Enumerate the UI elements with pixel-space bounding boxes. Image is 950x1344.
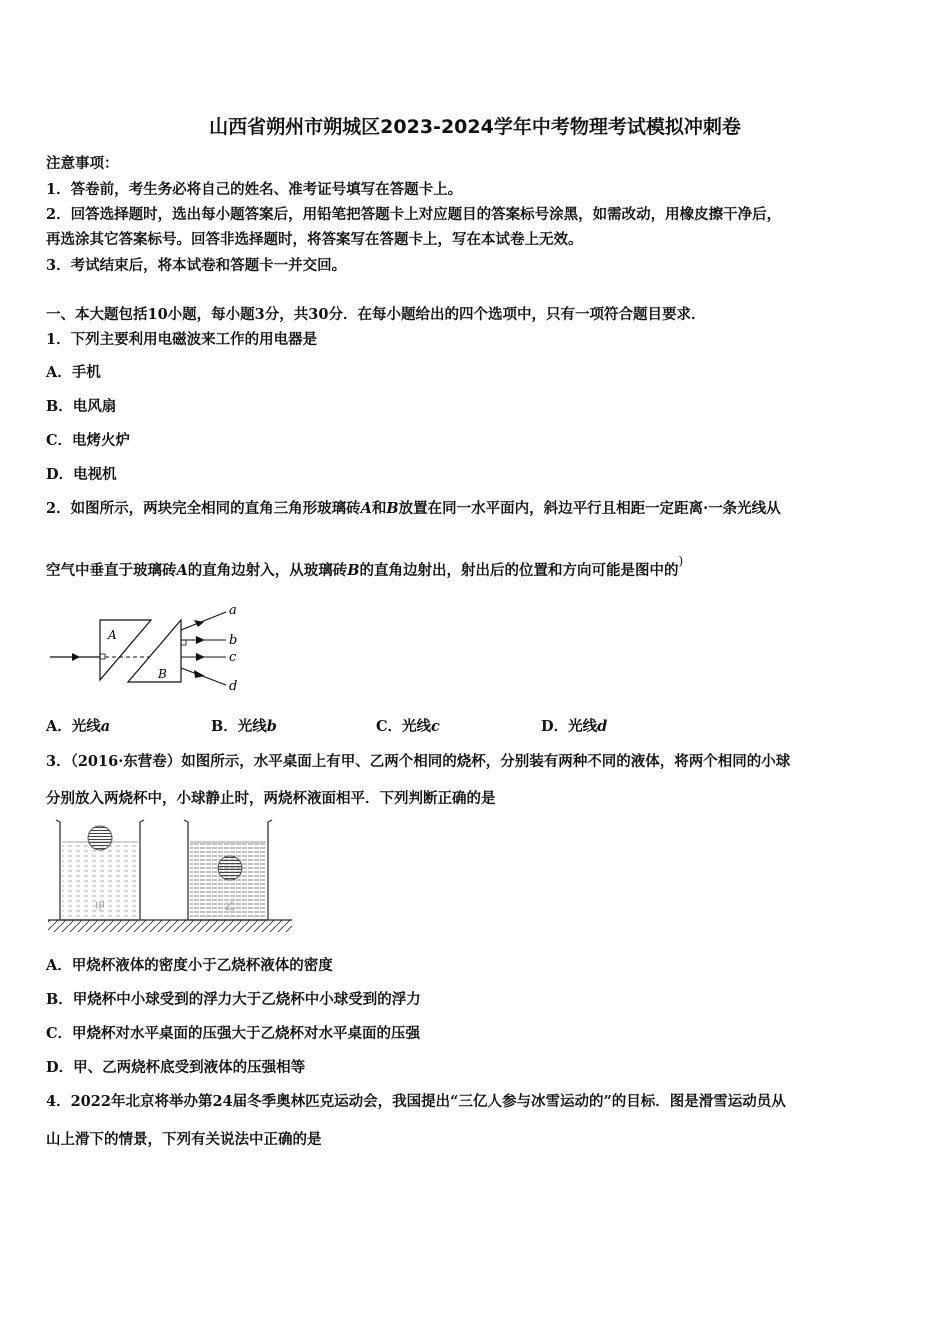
- q2-option-letter: d: [597, 718, 608, 735]
- ray-c-arrow: [196, 653, 205, 661]
- prism-a-label: A: [108, 628, 117, 642]
- beaker-label-yi: 乙: [225, 902, 235, 913]
- notes-item-2: 2．回答选择题时，选出每小题答案后，用铅笔把答题卡上对应题目的答案标号涂黑，如需改动，用橡皮擦干净后，: [46, 206, 782, 223]
- q2-label-a: A: [176, 562, 188, 579]
- q2-option-letter: b: [266, 718, 277, 735]
- q2-option-prefix: C．光线: [376, 718, 432, 735]
- incident-arrow: [72, 653, 80, 661]
- q2-option-b: [211, 715, 277, 736]
- q3-beakers-figure: [44, 814, 294, 938]
- q3-option-b: B．甲烧杯中小球受到的浮力大于乙烧杯中小球受到的浮力: [46, 991, 421, 1008]
- ray-d-label: d: [229, 679, 238, 694]
- q1-option-b: B．电风扇: [46, 398, 117, 415]
- notes-heading: 注意事项：: [46, 155, 119, 172]
- ray-b-arrow: [196, 636, 205, 644]
- ray-b-label: b: [229, 633, 238, 648]
- q2-prism-figure: [44, 598, 254, 700]
- q4-stem-line2: 山上滑下的情景，下列有关说法中正确的是: [46, 1131, 322, 1148]
- page-title: 山西省朔州市朔城区2023-2024学年中考物理考试模拟冲刺卷: [209, 116, 741, 138]
- beaker-label-jia: 甲: [95, 902, 105, 913]
- notes-item-1: 1．答卷前，考生务必将自己的姓名、准考证号填写在答题卡上。: [46, 181, 463, 198]
- q1-option-d: D．电视机: [46, 466, 117, 483]
- ray-c-label: c: [229, 650, 237, 665]
- ball-yi: [218, 856, 242, 880]
- notes-item-2-cont: 再选涂其它答案标号。回答非选择题时，将答案写在答题卡上，写在本试卷上无效。: [46, 231, 583, 248]
- q2-stem-dot: ·: [703, 500, 709, 517]
- q2-option-prefix: B．光线: [211, 718, 267, 735]
- q2-stem-line2: [46, 554, 684, 580]
- ray-a-label: a: [229, 603, 237, 618]
- q3-option-d: D．甲、乙两烧杯底受到液体的压强相等: [46, 1059, 306, 1076]
- ray-d: [181, 668, 226, 685]
- section-heading: 一、本大题包括10小题，每小题3分，共30分．在每小题给出的四个选项中，只有一项符合题目要求．: [46, 306, 706, 323]
- q2-stem-text: 一条光线从: [708, 500, 781, 517]
- ball-jia: [88, 826, 112, 850]
- q2-stem-text: 的直角边射入，从玻璃砖: [187, 562, 348, 579]
- q2-stem-text: 空气中垂直于玻璃砖: [46, 562, 177, 579]
- q1-option-a: A．手机: [46, 364, 101, 381]
- q3-option-a: A．甲烧杯液体的密度小于乙烧杯液体的密度: [46, 957, 333, 974]
- table-surface: [48, 920, 292, 932]
- q2-option-letter: c: [431, 718, 440, 735]
- q3-option-c: C．甲烧杯对水平桌面的压强大于乙烧杯对水平桌面的压强: [46, 1025, 421, 1042]
- q3-stem-line1: 3．（2016·东营卷）如图所示，水平桌面上有甲、乙两个相同的烧杯，分别装有两种不同的液体，将两个相同的小球: [46, 753, 791, 770]
- q2-stem-text: 和: [371, 500, 387, 517]
- q2-stem-text: 2．如图所示，两块完全相同的直角三角形玻璃砖: [46, 500, 361, 517]
- q2-stem-text: 的直角边射出，射出后的位置和方向可能是图中的: [359, 562, 679, 579]
- q2-option-prefix: A．光线: [46, 718, 101, 735]
- q1-option-c: C．电烤火炉: [46, 432, 131, 449]
- q2-option-c: [376, 715, 440, 736]
- ray-a: [181, 612, 226, 630]
- notes-item-3: 3．考试结束后，将本试卷和答题卡一并交回。: [46, 257, 347, 274]
- q2-stem-paren: ): [678, 554, 684, 568]
- q1-stem: 1．下列主要利用电磁波来工作的用电器是: [46, 331, 318, 348]
- q2-option-prefix: D．光线: [541, 718, 598, 735]
- q2-option-a: [46, 715, 110, 736]
- prism-b-label: B: [158, 667, 167, 681]
- right-angle-mark-b: [181, 640, 186, 645]
- q4-stem-line1: 4．2022年北京将举办第24届冬季奥林匹克运动会，我国提出“三亿人参与冰雪运动的”的目标．图是滑雪运动员从: [46, 1093, 786, 1110]
- q3-stem-line2: 分别放入两烧杯中，小球静止时，两烧杯液面相平．下列判断正确的是: [46, 790, 496, 807]
- q2-label-b: B: [386, 500, 399, 517]
- q2-option-d: [541, 715, 607, 736]
- q2-option-letter: a: [100, 718, 111, 735]
- q2-label-b: B: [347, 562, 360, 579]
- q2-label-a: A: [360, 500, 372, 517]
- q2-stem-text: 放置在同一水平面内，斜边平行且相距一定距离: [398, 500, 704, 517]
- q2-stem-line1: [46, 497, 781, 518]
